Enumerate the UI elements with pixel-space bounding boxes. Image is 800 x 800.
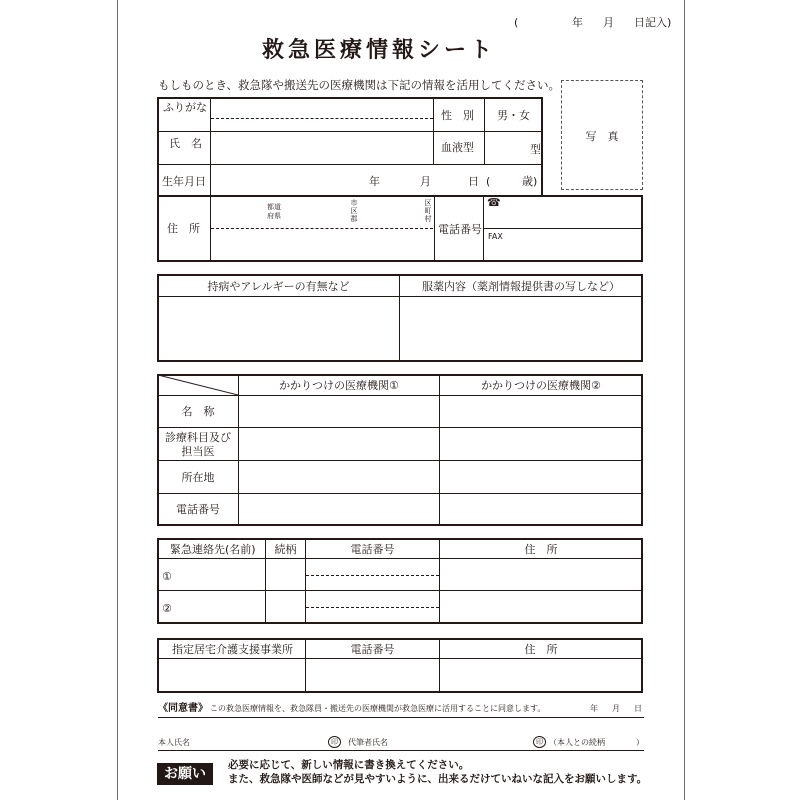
phone-label: 電話番号	[438, 223, 482, 236]
address-label: 住 所	[167, 222, 200, 235]
birth-month: 月	[420, 175, 431, 188]
birthdate-label: 生年月日	[162, 175, 206, 188]
name-label: 氏 名	[169, 137, 202, 150]
prefecture-top: 都道	[267, 203, 281, 211]
doctor-label: 担当医	[181, 445, 215, 458]
proxy-name-label: 代筆者氏名	[348, 738, 388, 747]
age-unit: 歳)	[522, 175, 538, 188]
contact-name-label: 緊急連絡先(名前)	[170, 543, 256, 556]
consent-year: 年	[590, 704, 598, 713]
date-year: 年	[572, 16, 583, 29]
contact-address-label: 住 所	[524, 543, 558, 556]
age-open: (	[486, 175, 491, 188]
birth-year: 年	[369, 175, 380, 188]
seal-mark-2: 印	[533, 736, 546, 748]
institution-name-label: 名 称	[181, 405, 215, 418]
medication-label: 服薬内容（薬剤情報提供書の写しなど）	[422, 280, 620, 293]
telephone-icon: ☎	[487, 196, 501, 209]
consent-month: 月	[612, 704, 620, 713]
diagonal-slash	[158, 375, 238, 395]
request-line-1: 必要に応じて、新しい情報に書き換えてください。	[228, 759, 470, 771]
person-name-label: 本人氏名	[158, 738, 190, 747]
request-line-2: また、救急隊や医師などが見やすいように、出来るだけていねいな記入をお願いします。	[228, 773, 648, 785]
consent-title: 《同意書》	[158, 703, 208, 714]
city-district: 市区郡	[350, 199, 358, 223]
intro-text: もしものとき、救急隊や搬送先の医療機関は下記の情報を活用してください。	[158, 78, 561, 92]
consent-text: この救急医療情報を、救急隊員・搬送先の医療機関が救急医療に活用することに同意します。	[210, 704, 546, 713]
prefecture-bottom: 府県	[267, 212, 281, 220]
fax-label: FAX	[488, 232, 503, 241]
seal-mark-1: 印	[328, 736, 341, 748]
relation-note: （本人との続柄	[549, 738, 605, 747]
request-badge: お願い	[157, 763, 213, 785]
town-village: 区町村	[424, 199, 432, 223]
institution-phone-label: 電話番号	[176, 503, 220, 516]
institution-2-header: かかりつけの医療機関②	[481, 379, 601, 392]
photo-label: 写 真	[585, 130, 619, 143]
blood-type-label: 血液型	[441, 141, 474, 154]
care-address-label: 住 所	[524, 643, 558, 656]
department-label: 診療科目及び	[165, 431, 231, 444]
institution-1-header: かかりつけの医療機関①	[279, 379, 399, 392]
date-open: (	[514, 16, 519, 29]
contact-phone-label: 電話番号	[350, 543, 395, 556]
gender-label: 性 別	[441, 109, 474, 122]
care-phone-label: 電話番号	[350, 643, 395, 656]
contact-row-2: ②	[162, 602, 172, 615]
relation-note-close: ）	[636, 738, 644, 747]
relation-label: 続柄	[274, 543, 297, 556]
blood-type-unit: 型	[530, 143, 541, 156]
allergy-label: 持病やアレルギーの有無など	[207, 280, 350, 293]
date-day-suffix: 日記入)	[634, 16, 672, 29]
furigana-label: ふりがな	[163, 101, 207, 114]
birth-day: 日	[468, 175, 479, 188]
page-title: 救急医療情報シート	[262, 38, 497, 63]
care-office-label: 指定居宅介護支援事業所	[172, 643, 293, 656]
date-month: 月	[603, 16, 614, 29]
consent-day: 日	[634, 704, 642, 713]
institution-address-label: 所在地	[181, 471, 215, 484]
contact-row-1: ①	[162, 570, 172, 583]
gender-value: 男・女	[497, 109, 530, 122]
